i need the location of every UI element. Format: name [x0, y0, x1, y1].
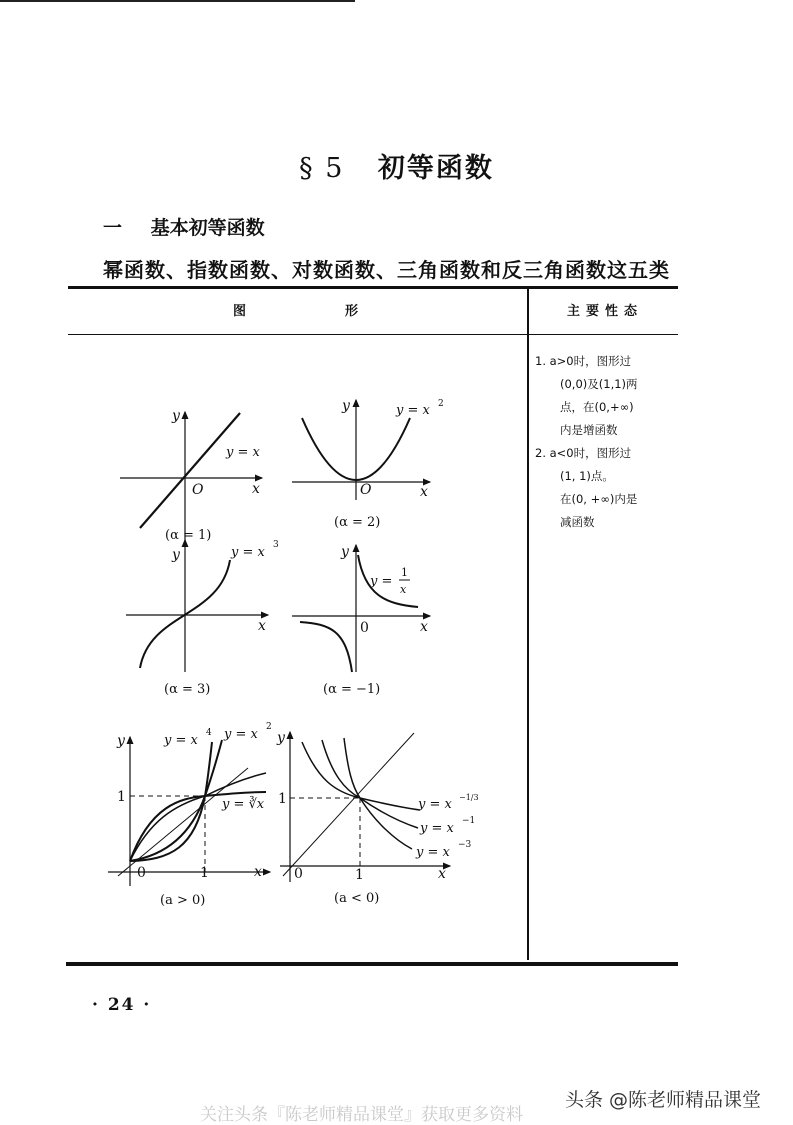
axis-x-label: x	[420, 619, 428, 635]
property-line: (0,0)及(1,1)两	[560, 377, 638, 391]
axis-x-label: x	[252, 481, 260, 497]
property-line: 内是增函数	[560, 423, 618, 437]
tick-one-x: 1	[200, 865, 209, 881]
axis-x-label: x	[438, 866, 446, 882]
origin-label: O	[192, 482, 204, 498]
axis-y-label: y	[172, 408, 180, 424]
graph-caption: (a < 0)	[334, 891, 380, 906]
header-properties: 主要性态	[567, 304, 644, 319]
equation-label-x2: y = x	[224, 727, 258, 742]
origin-label: 0	[360, 620, 369, 636]
watermark-author: 头条 @陈老师精品课堂	[565, 1089, 762, 1111]
equation-label: y =	[370, 574, 393, 589]
equation-exponent: −1/3	[459, 793, 479, 802]
subsection-marker: 一	[103, 217, 123, 239]
equation-exponent: −1	[462, 816, 476, 826]
axis-y-label: y	[277, 730, 285, 746]
property-line: 在(0, +∞)内是	[560, 492, 638, 506]
section-number: § 5	[299, 153, 345, 184]
tick-one-y: 1	[278, 791, 287, 807]
equation-exponent: 4	[206, 728, 212, 738]
header-graph-a: 图	[233, 304, 247, 319]
equation-label-x4: y = x	[164, 733, 198, 748]
graph-alpha-minus-1	[292, 545, 430, 672]
fraction-numerator: 1	[401, 566, 408, 579]
equation-exponent: −3	[458, 840, 472, 850]
fraction-denominator: x	[400, 583, 407, 596]
equation-label-b: y = x	[420, 821, 454, 836]
axis-x-label: x	[254, 864, 262, 880]
property-line: (1, 1)点。	[560, 469, 614, 483]
equation-exponent: 2	[438, 399, 444, 409]
equation-label: y = x	[396, 403, 430, 418]
section-heading: 初等函数	[377, 153, 494, 184]
axis-x-label: x	[258, 618, 266, 634]
equation-label-c: y = x	[416, 845, 450, 860]
graph-caption: (α = 1)	[165, 528, 212, 543]
graph-caption: (α = 3)	[164, 682, 211, 697]
equation-label-root: y = ∛x	[222, 797, 265, 812]
graph-caption: (α = 2)	[334, 515, 381, 530]
subsection-title: 基本初等函数	[150, 217, 265, 239]
equation-exponent: 3	[273, 540, 279, 550]
property-line: 1. a>0时，图形过	[535, 354, 632, 368]
property-line: 减函数	[560, 515, 595, 529]
origin-label: 0	[294, 866, 303, 882]
property-line: 2. a<0时，图形过	[535, 446, 632, 460]
tick-one-x: 1	[355, 867, 364, 883]
tick-one-y: 1	[117, 789, 126, 805]
origin-label: 0	[137, 865, 146, 881]
equation-exponent: 2	[266, 722, 272, 732]
axis-y-label: y	[172, 547, 180, 563]
graph-caption: (α = −1)	[323, 682, 381, 697]
header-graph-b: 形	[345, 304, 359, 319]
watermark-footer: 关注头条『陈老师精品课堂』获取更多资料	[200, 1105, 523, 1125]
equation-label: y = x	[226, 445, 260, 460]
equation-label: y = x	[231, 545, 265, 560]
intro-text: 幂函数、指数函数、对数函数、三角函数和反三角函数这五类	[103, 258, 670, 282]
axis-y-label: y	[341, 544, 349, 560]
property-line: 点，在(0,+∞)	[560, 400, 634, 414]
axis-y-label: y	[117, 733, 125, 749]
axis-x-label: x	[420, 484, 428, 500]
equation-label-a: y = x	[418, 797, 452, 812]
page-number: · 24 ·	[92, 995, 152, 1015]
axis-y-label: y	[342, 398, 350, 414]
graph-alpha-1	[120, 412, 262, 545]
graph-caption: (a > 0)	[160, 893, 206, 908]
origin-label: O	[360, 482, 372, 498]
